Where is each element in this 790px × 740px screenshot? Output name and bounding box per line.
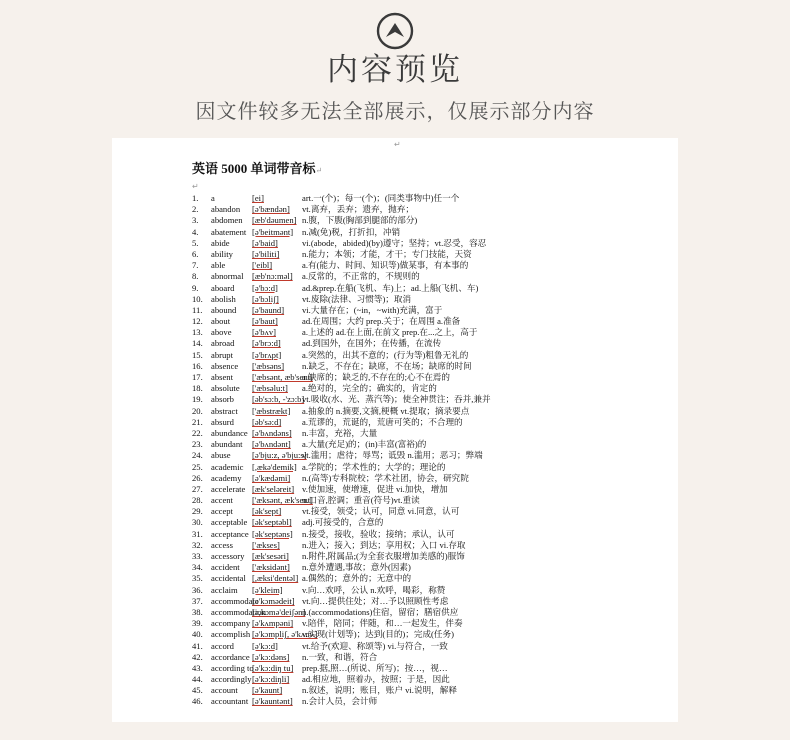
entry-phonetic: [əb'sɔ:b, -'zɔ:b] — [252, 394, 305, 405]
entry-phonetic: [ə'biliti] — [252, 248, 280, 259]
entry-phonetic: ['eibl] — [252, 260, 273, 271]
entry-number: 1. — [192, 193, 199, 203]
entry-word: above — [211, 327, 232, 338]
entry-phonetic: [ək'sept] — [252, 506, 282, 517]
entry-definition: ad.到国外，在国外；在传播，在流传 — [302, 338, 442, 349]
entry-phonetic: [æk'sesəri] — [252, 551, 289, 561]
entry-definition: n.缺乏，不存在；缺席，不在场；缺席的时间 — [302, 360, 472, 371]
entry-phonetic: [ə'brɔ:d] — [252, 338, 281, 349]
entry-phonetic: [ə'bʌv] — [252, 327, 276, 338]
entry-number: 40. — [192, 629, 203, 640]
list-item — [192, 540, 672, 551]
entry-phonetic: [ə'beitmənt] — [252, 226, 294, 237]
entry-definition: ad.&prep.在船(飞机、车)上；ad.上船(飞机、车) — [302, 282, 479, 293]
entry-number: 43. — [192, 662, 203, 673]
list-item — [192, 260, 672, 271]
entry-number: 8. — [192, 271, 199, 282]
entry-definition: vt.离弃，丢弃；遗弃，抛弃； — [302, 204, 414, 215]
entry-word: able — [211, 260, 226, 271]
entry-definition: v.使加速，使增速，促进 vi.加快，增加 — [302, 483, 448, 494]
list-item — [192, 484, 672, 495]
entry-phonetic: [ə'kɔ:diŋ tu] — [252, 662, 294, 673]
entry-phonetic: [ə'kleim] — [252, 584, 283, 595]
list-item — [192, 350, 672, 361]
entry-number: 7. — [192, 260, 199, 271]
list-item — [192, 428, 672, 439]
entry-definition: n.口音,腔调；重音(符号)vt.重读 — [302, 495, 420, 506]
entry-definition: v.向…欢呼，公认 n.欢呼，喝彩，称赞 — [302, 584, 446, 595]
entry-phonetic: [ə'kauntənt] — [252, 696, 293, 707]
entry-word: a — [211, 193, 215, 203]
entry-number: 25. — [192, 461, 203, 472]
entry-number: 36. — [192, 584, 203, 595]
entry-phonetic: [ə'kɔ:dəns] — [252, 651, 290, 662]
entry-number: 17. — [192, 372, 203, 382]
entry-number: 39. — [192, 618, 203, 629]
entry-number: 22. — [192, 427, 203, 438]
entry-word: absent — [211, 372, 233, 382]
entry-word: acceptance — [211, 528, 249, 539]
list-item — [192, 394, 672, 405]
entry-definition: ad.相应地，照着办，按照；于是，因此 — [302, 674, 450, 685]
up-chevron-circle-icon — [376, 12, 414, 50]
entry-word: absorb — [211, 394, 234, 405]
entry-word: accompany — [211, 618, 251, 629]
entry-word: abroad — [211, 338, 235, 349]
document-page — [112, 138, 678, 722]
entry-number: 13. — [192, 327, 203, 338]
list-item — [192, 204, 672, 215]
entry-number: 32. — [192, 539, 203, 550]
entry-phonetic: [æk'seləreit] — [252, 483, 295, 494]
list-item — [192, 652, 672, 663]
entry-number: 19. — [192, 394, 203, 405]
entry-word: ability — [211, 248, 233, 259]
entry-definition: n.腹，下腹(胸部到腿部的部分) — [302, 215, 418, 226]
list-item — [192, 517, 672, 528]
entry-word: academic — [211, 461, 244, 472]
entry-word: account — [211, 685, 238, 696]
entry-word: accept — [211, 506, 233, 517]
entry-phonetic: [ə'kɔ:diŋli] — [252, 674, 290, 685]
list-item — [192, 495, 672, 506]
entry-definition: a.有(能力、时间、知识等)做某事，有本事的 — [302, 260, 469, 271]
paragraph-mark: ↵ — [192, 182, 199, 191]
entry-word: abide — [211, 237, 230, 248]
entry-phonetic: ['æksənt, æk'sent] — [252, 495, 313, 506]
list-item — [192, 283, 672, 294]
entry-word: about — [211, 316, 231, 327]
list-item — [192, 305, 672, 316]
entry-definition: a.绝对的，完全的；确实的，肯定的 — [302, 383, 437, 394]
entry-number: 26. — [192, 472, 203, 483]
entry-word: accomplish — [211, 629, 251, 640]
entry-word: abatement — [211, 226, 247, 237]
entry-definition: a.反常的，不正常的，不规则的 — [302, 271, 420, 282]
list-item — [192, 439, 672, 450]
page-subtitle: 因文件较多无法全部展示，仅展示部分内容 — [195, 99, 595, 123]
entry-definition: n.(高等)专科院校；学术社团，协会，研究院 — [302, 472, 469, 483]
list-item — [192, 585, 672, 596]
entry-phonetic: [ə'bʌndənt] — [252, 439, 291, 450]
entry-phonetic: ['æbstrækt] — [252, 405, 291, 416]
entry-phonetic: [ə'bændən] — [252, 204, 290, 215]
paragraph-mark: ↵ — [394, 140, 401, 149]
entry-definition: n.叙述，说明；账目，账户 vi.说明，解释 — [302, 685, 457, 696]
entry-phonetic: [ə'bɔ:d] — [252, 282, 278, 293]
entry-word: accordingly — [211, 674, 252, 685]
entry-word: aboard — [211, 282, 235, 293]
entry-definition: n.会计人员，会计师 — [302, 696, 378, 707]
entry-phonetic: [æb'nɔ:məl] — [252, 271, 293, 282]
entry-number: 10. — [192, 293, 203, 304]
entry-number: 24. — [192, 450, 203, 461]
entry-word: accommodate — [211, 595, 259, 606]
entry-definition: art.一(个)；每一(个)；(同类事物中)任一个 — [302, 193, 460, 203]
entry-number: 41. — [192, 640, 203, 651]
entry-number: 6. — [192, 248, 199, 259]
list-item — [192, 607, 672, 618]
entry-definition: a.荒谬的，荒诞的，荒唐可笑的；不合理的 — [302, 416, 463, 427]
entry-definition: n.一致，和谐，符合 — [302, 651, 378, 662]
entry-number: 16. — [192, 360, 203, 371]
entry-phonetic: [ə'bju:z, ə'bju:s] — [252, 450, 307, 461]
entry-phonetic: [ə'brʌpt] — [252, 349, 282, 360]
list-item — [192, 641, 672, 652]
entry-definition: a.抽象的 n.摘要,文摘,梗概 vt.提取；摘录要点 — [302, 405, 470, 416]
list-item — [192, 417, 672, 428]
entry-word: according to — [211, 662, 254, 673]
list-item — [192, 215, 672, 226]
entry-phonetic: ['ækses] — [252, 539, 280, 550]
entry-word: abound — [211, 304, 237, 315]
word-list — [192, 193, 672, 708]
entry-phonetic: [ə,kɔmə'deiʃən] — [252, 606, 306, 617]
entry-word: accessory — [211, 551, 245, 561]
entry-phonetic: [,ækə'demik] — [252, 461, 297, 472]
list-item — [192, 238, 672, 249]
entry-phonetic: [ə'kɔmədeit] — [252, 595, 295, 606]
list-item — [192, 663, 672, 674]
entry-phonetic: ['æksidənt] — [252, 562, 290, 573]
entry-word: accommodation — [211, 606, 266, 617]
entry-number: 46. — [192, 696, 203, 707]
entry-definition: n.丰富，充裕，大量 — [302, 427, 378, 438]
entry-phonetic: [ək'septəbl] — [252, 517, 292, 528]
entry-definition: vi.(abode，abided)(by)遵守；坚持；vt.忍受，容忍 — [302, 237, 487, 248]
entry-number: 34. — [192, 562, 203, 573]
entry-word: acclaim — [211, 584, 238, 595]
list-item — [192, 249, 672, 260]
entry-number: 12. — [192, 316, 203, 327]
entry-definition: a.突然的，出其不意的；(行为等)粗鲁无礼的 — [302, 349, 469, 360]
list-item — [192, 372, 672, 383]
list-item — [192, 618, 672, 629]
entry-word: abundant — [211, 439, 243, 450]
entry-number: 38. — [192, 606, 203, 617]
entry-phonetic: [ə'kædəmi] — [252, 472, 291, 483]
entry-definition: ad.在周围；大约 prep.关于；在周围 a.准备 — [302, 316, 461, 327]
entry-definition: n.进入；接入；到达；享用权；入口 vi.存取 — [302, 539, 466, 550]
entry-phonetic: ['æbsəlu:t] — [252, 383, 288, 394]
entry-number: 27. — [192, 483, 203, 494]
entry-phonetic: [ə'kaunt] — [252, 685, 283, 696]
entry-definition: v.陪伴，陪同；伴随，和…一起发生，伴奏 — [302, 618, 463, 629]
entry-word: abuse — [211, 450, 231, 461]
entry-number: 14. — [192, 338, 203, 349]
entry-definition: vt.接受，领受；认可，同意 vi.同意，认可 — [302, 506, 460, 517]
entry-definition: vt.滥用；虐待；辱骂；诋毁 n.滥用；恶习；弊端 — [302, 450, 483, 461]
entry-word: accidental — [211, 573, 246, 584]
entry-number: 31. — [192, 528, 203, 539]
list-item — [192, 529, 672, 540]
entry-number: 15. — [192, 349, 203, 360]
entry-word: abrupt — [211, 349, 233, 360]
entry-number: 11. — [192, 304, 203, 315]
entry-number: 44. — [192, 674, 203, 685]
entry-word: abundance — [211, 427, 248, 438]
list-item — [192, 406, 672, 417]
list-item — [192, 361, 672, 372]
entry-number: 23. — [192, 439, 203, 450]
entry-number: 9. — [192, 282, 199, 293]
entry-number: 5. — [192, 237, 199, 248]
entry-number: 18. — [192, 383, 203, 394]
entry-word: absence — [211, 360, 239, 371]
entry-definition: n.能力；本领；才能，才干；专门技能，天资 — [302, 248, 472, 259]
entry-number: 29. — [192, 506, 203, 517]
list-item — [192, 596, 672, 607]
entry-definition: a.学院的；学术性的；大学的；理论的 — [302, 461, 446, 472]
list-item — [192, 338, 672, 349]
entry-number: 2. — [192, 204, 199, 215]
entry-definition: a.缺席的；缺乏的,不存在的;心不在焉的 — [302, 372, 450, 382]
entry-number: 28. — [192, 495, 203, 506]
entry-word: accelerate — [211, 483, 246, 494]
entry-word: accountant — [211, 696, 249, 707]
entry-word: access — [211, 539, 233, 550]
entry-definition: v.实现(计划等)；达到(目的)；完成(任务) — [302, 629, 454, 640]
entry-number: 35. — [192, 573, 203, 584]
entry-word: abstract — [211, 405, 238, 416]
list-item — [192, 685, 672, 696]
entry-phonetic: [ə'baid] — [252, 237, 278, 248]
entry-definition: n.接受，接收，验收；接纳；承认，认可 — [302, 528, 455, 539]
list-item — [192, 294, 672, 305]
entry-definition: a.上述的 ad.在上面,在前文 prep.在...之上，高于 — [302, 327, 478, 338]
list-item — [192, 573, 672, 584]
entry-phonetic: [ə'kʌmpəni] — [252, 618, 294, 629]
entry-number: 20. — [192, 405, 203, 416]
list-item — [192, 383, 672, 394]
entry-definition: vt.给予(欢迎、称颂等) vi.与符合，一致 — [302, 640, 448, 651]
entry-phonetic: ['æbsənt, æb'sent] — [252, 372, 313, 382]
entry-definition: prep.据,照…(所说、所写)；按…，视… — [302, 662, 448, 673]
list-item — [192, 193, 672, 204]
entry-word: absurd — [211, 416, 234, 427]
document-title: 英语 5000 单词带音标↵ — [192, 161, 323, 176]
entry-phonetic: [ei] — [252, 193, 264, 203]
entry-number: 33. — [192, 551, 203, 561]
list-item — [192, 696, 672, 707]
entry-word: absolute — [211, 383, 240, 394]
entry-number: 45. — [192, 685, 203, 696]
list-item — [192, 462, 672, 473]
entry-definition: adj.可接受的，合意的 — [302, 517, 384, 528]
entry-definition: vt.废除(法律、习惯等)；取消 — [302, 293, 412, 304]
entry-number: 37. — [192, 595, 203, 606]
entry-word: abolish — [211, 293, 236, 304]
entry-definition: n.(accommodations)住宿，留宿；膳宿供应 — [302, 606, 459, 617]
list-item — [192, 506, 672, 517]
entry-word: abdomen — [211, 215, 243, 226]
entry-phonetic: [ə'baund] — [252, 304, 285, 315]
entry-phonetic: [ə'kɔ:d] — [252, 640, 278, 651]
list-item — [192, 227, 672, 238]
entry-number: 21. — [192, 416, 203, 427]
list-item — [192, 316, 672, 327]
entry-number: 30. — [192, 517, 203, 528]
entry-word: academy — [211, 472, 242, 483]
list-item — [192, 271, 672, 282]
entry-word: accident — [211, 562, 240, 573]
list-item — [192, 629, 672, 640]
entry-definition: n.意外遭遇,事故；意外(因素) — [302, 562, 411, 573]
entry-word: acceptable — [211, 517, 248, 528]
entry-phonetic: [æb'dəumen] — [252, 215, 297, 226]
entry-definition: a.大量(充足)的；(in)丰富(富裕)的 — [302, 439, 427, 450]
entry-word: abnormal — [211, 271, 244, 282]
entry-phonetic: [,æksi'dentəl] — [252, 573, 299, 584]
entry-definition: n.附件,附属品;(为全套衣服增加美感的)服饰 — [302, 551, 465, 561]
entry-word: accordance — [211, 651, 250, 662]
entry-word: accent — [211, 495, 233, 506]
entry-phonetic: [ək'septəns] — [252, 528, 293, 539]
entry-phonetic: [əb'sə:d] — [252, 416, 282, 427]
entry-definition: vt.吸收(水、光、蒸汽等)；使全神贯注；吞并,兼并 — [302, 394, 491, 405]
entry-definition: n.减(免)税，打折扣，冲销 — [302, 226, 401, 237]
entry-phonetic: [ə'bɔliʃ] — [252, 293, 279, 304]
entry-word: abandon — [211, 204, 241, 215]
entry-definition: vi.大量存在；(~in，~with)充满，富于 — [302, 304, 443, 315]
page-title: 内容预览 — [327, 52, 463, 88]
entry-number: 4. — [192, 226, 199, 237]
entry-phonetic: ['æbsəns] — [252, 360, 285, 371]
entry-definition: a.偶然的；意外的；无意中的 — [302, 573, 412, 584]
list-item — [192, 562, 672, 573]
entry-phonetic: [ə'bʌndəns] — [252, 427, 292, 438]
list-item — [192, 551, 672, 562]
entry-number: 42. — [192, 651, 203, 662]
list-item — [192, 473, 672, 484]
entry-phonetic: [ə'kɔmpliʃ, ə'kʌm-] — [252, 629, 318, 640]
list-item — [192, 450, 672, 461]
entry-number: 3. — [192, 215, 199, 226]
list-item — [192, 674, 672, 685]
entry-definition: vt.向…提供住处；对…予以照顾性考虑 — [302, 595, 449, 606]
entry-word: accord — [211, 640, 234, 651]
entry-phonetic: [ə'baut] — [252, 316, 278, 327]
list-item — [192, 327, 672, 338]
